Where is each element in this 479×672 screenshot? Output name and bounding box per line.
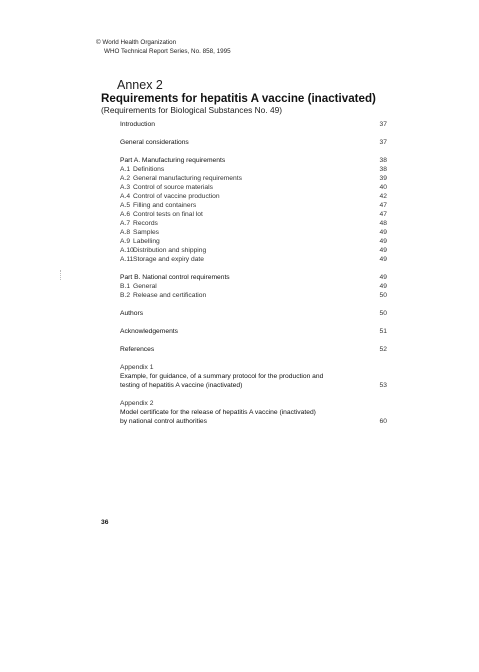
toc-entry-label: Example, for guidance, of a summary protocol for the production and (120, 373, 324, 380)
toc-page-number: 37 (379, 139, 387, 146)
toc-subentry[interactable] (120, 228, 387, 237)
toc-page-number: 42 (379, 193, 387, 200)
toc-entry-general[interactable] (120, 138, 387, 147)
toc-page-number: 49 (379, 238, 387, 245)
toc-entry-authors[interactable] (120, 309, 387, 318)
toc-subentry-label: Distribution and shipping (133, 247, 207, 254)
toc-page-number: 48 (379, 220, 387, 227)
toc-subentry-label: Storage and expiry date (133, 256, 205, 263)
toc-subentry-label: Release and certification (133, 292, 207, 299)
annex-label: Annex 2 (117, 78, 163, 92)
toc-entry-appendix-1-cont[interactable] (120, 381, 387, 390)
toc-page-number: 49 (379, 274, 387, 281)
toc-page-number: 38 (379, 166, 387, 173)
toc-subentry[interactable] (120, 183, 387, 192)
toc-subentry-label: Filling and containers (133, 202, 197, 209)
toc-page-number: 49 (379, 229, 387, 236)
toc-page-number: 37 (379, 121, 387, 128)
toc-code: A.4 (120, 193, 131, 200)
toc-subentry-label: Samples (133, 229, 160, 236)
copyright-block (96, 38, 231, 56)
toc-subentry-label: General manufacturing requirements (133, 175, 242, 182)
toc-code: B.2 (120, 292, 131, 299)
series-line: WHO Technical Report Series, No. 858, 1995 (104, 48, 231, 55)
toc-entry-references[interactable] (120, 345, 387, 354)
toc-page-number: 51 (379, 328, 387, 335)
toc-subentry-label: Control of source materials (133, 184, 213, 191)
toc-subentry-label: Control of vaccine production (133, 193, 220, 200)
toc-entry-part-a[interactable] (120, 156, 387, 165)
toc-subentry-label: General (133, 283, 157, 290)
margin-mark (60, 270, 62, 280)
toc-code: A.2 (120, 175, 131, 182)
appendix-2-label: Appendix 2 (120, 400, 154, 407)
toc-code: A.5 (120, 202, 131, 209)
toc-entry-label: Introduction (120, 121, 155, 128)
toc-page-number: 39 (379, 175, 387, 182)
page-number: 36 (101, 519, 109, 526)
toc-subentry[interactable] (120, 291, 387, 300)
toc-page-number: 47 (379, 202, 387, 209)
toc-entry-introduction[interactable] (120, 120, 387, 129)
toc-entry-label: Part B. National control requirements (120, 274, 230, 281)
toc-subentry-label: Definitions (133, 166, 165, 173)
toc-code: A.1 (120, 166, 131, 173)
toc-entry-appendix-1[interactable] (120, 372, 387, 381)
toc-subentry-label: Records (133, 220, 158, 227)
toc-code: A.7 (120, 220, 131, 227)
toc-page-number: 52 (379, 346, 387, 353)
toc-entry-appendix-2-cont[interactable] (120, 417, 387, 426)
toc-page-number: 49 (379, 247, 387, 254)
toc-page-number: 50 (379, 310, 387, 317)
toc-code: A.8 (120, 229, 131, 236)
appendix-1-label: Appendix 1 (120, 364, 154, 371)
toc-page-number: 50 (379, 292, 387, 299)
toc-entry-label: General considerations (120, 139, 189, 146)
toc-subentry[interactable] (120, 282, 387, 291)
toc-entry-part-b[interactable] (120, 273, 387, 282)
toc-entry-label: by national control authorities (120, 418, 207, 425)
toc-subentry[interactable] (120, 219, 387, 228)
toc-entry-label: References (120, 346, 155, 353)
toc-entry-label: Model certificate for the release of hepatitis A vaccine (inactivated) (120, 409, 316, 416)
toc-entry-appendix-2[interactable] (120, 408, 387, 417)
toc-subentry[interactable] (120, 192, 387, 201)
toc-subentry[interactable] (120, 174, 387, 183)
toc-page-number: 47 (379, 211, 387, 218)
toc-page-number: 60 (379, 418, 387, 425)
toc-subentry[interactable] (120, 210, 387, 219)
toc-subentry[interactable] (120, 246, 387, 255)
toc-page-number: 38 (379, 157, 387, 164)
toc-entry-label: testing of hepatitis A vaccine (inactivated) (120, 382, 243, 389)
toc-code: A.3 (120, 184, 131, 191)
toc-code: A.10 (120, 247, 134, 254)
toc-subentry-label: Labelling (133, 238, 160, 245)
toc-page-number: 53 (379, 382, 387, 389)
page-subtitle: (Requirements for Biological Substances No. 49) (101, 105, 283, 115)
table-of-contents (120, 120, 387, 426)
toc-entry-label: Acknowledgements (120, 328, 178, 335)
toc-subentry[interactable] (120, 201, 387, 210)
toc-entry-label: Authors (120, 310, 144, 317)
copyright-line: © World Health Organization (96, 39, 177, 46)
toc-code: A.6 (120, 211, 131, 218)
toc-code: B.1 (120, 283, 131, 290)
toc-entry-label: Part A. Manufacturing requirements (120, 157, 226, 164)
toc-subentry-label: Control tests on final lot (133, 211, 203, 218)
toc-entry-acknowledgements[interactable] (120, 327, 387, 336)
toc-subentry[interactable] (120, 255, 387, 264)
toc-page-number: 40 (379, 184, 387, 191)
toc-code: A.11 (120, 256, 134, 263)
toc-page-number: 49 (379, 256, 387, 263)
toc-subentry[interactable] (120, 165, 387, 174)
toc-code: A.9 (120, 238, 131, 245)
toc-subentry[interactable] (120, 237, 387, 246)
page-title: Requirements for hepatitis A vaccine (inactivated) (101, 92, 376, 105)
toc-page-number: 49 (379, 283, 387, 290)
